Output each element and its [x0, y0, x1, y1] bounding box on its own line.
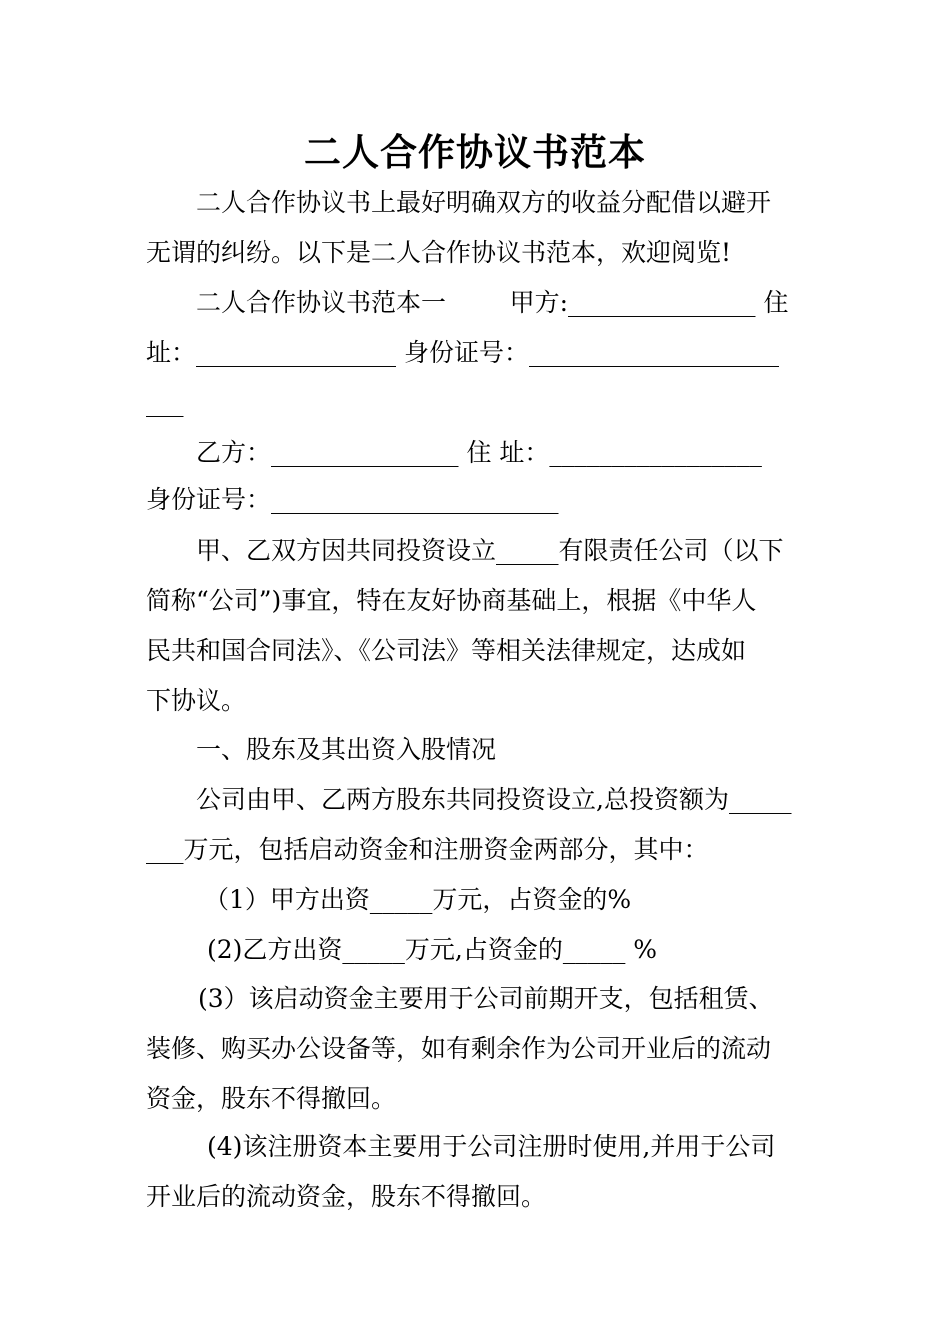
paragraph-line: 民共和国合同法》、《公司法》等相关法律规定，达成如 — [146, 636, 747, 665]
document-title: 二人合作协议书范本 — [304, 130, 646, 174]
paragraph-line: 址：________________ 身份证号：____________________ — [146, 338, 779, 367]
paragraph-line: 装修、购买办公设备等，如有剩余作为公司开业后的流动 — [146, 1034, 772, 1063]
paragraph-line: 身份证号：_______________________ — [146, 485, 559, 514]
paragraph-line: 下协议。 — [146, 686, 247, 715]
list-item-line: (2)乙方出资_____万元,占资金的_____ % — [207, 935, 658, 964]
list-item-line: （1）甲方出资_____万元，占资金的% — [204, 885, 632, 914]
paragraph-line: 公司由甲、乙两方股东共同投资设立,总投资额为_____ — [196, 785, 792, 814]
paragraph-line: ___万元，包括启动资金和注册资金两部分，其中： — [146, 835, 709, 864]
paragraph-line: 甲、乙双方因共同投资设立_____有限责任公司（以下 — [196, 536, 784, 565]
section-heading: 一、股东及其出资入股情况 — [196, 735, 497, 764]
paragraph-line: 无谓的纠纷。以下是二人合作协议书范本，欢迎阅览! — [146, 238, 732, 267]
list-item-line: (4)该注册资本主要用于公司注册时使用,并用于公司 — [207, 1132, 776, 1161]
paragraph-line: 二人合作协议书上最好明确双方的收益分配借以避开 — [196, 188, 772, 217]
paragraph-line: ___ — [146, 388, 184, 417]
paragraph-line: 乙方：_______________ 住 址：_________________ — [196, 438, 762, 467]
paragraph-line: 开业后的流动资金，股东不得撤回。 — [146, 1182, 547, 1211]
paragraph-line: 二人合作协议书范本一 甲方:_______________ 住 — [196, 288, 789, 317]
paragraph-line: 资金，股东不得撤回。 — [146, 1084, 397, 1113]
paragraph-line: 简称“公司”)事宜，特在友好协商基础上，根据《中华人 — [146, 586, 757, 615]
list-item-line: (3）该启动资金主要用于公司前期开支，包括租赁、 — [198, 984, 774, 1013]
